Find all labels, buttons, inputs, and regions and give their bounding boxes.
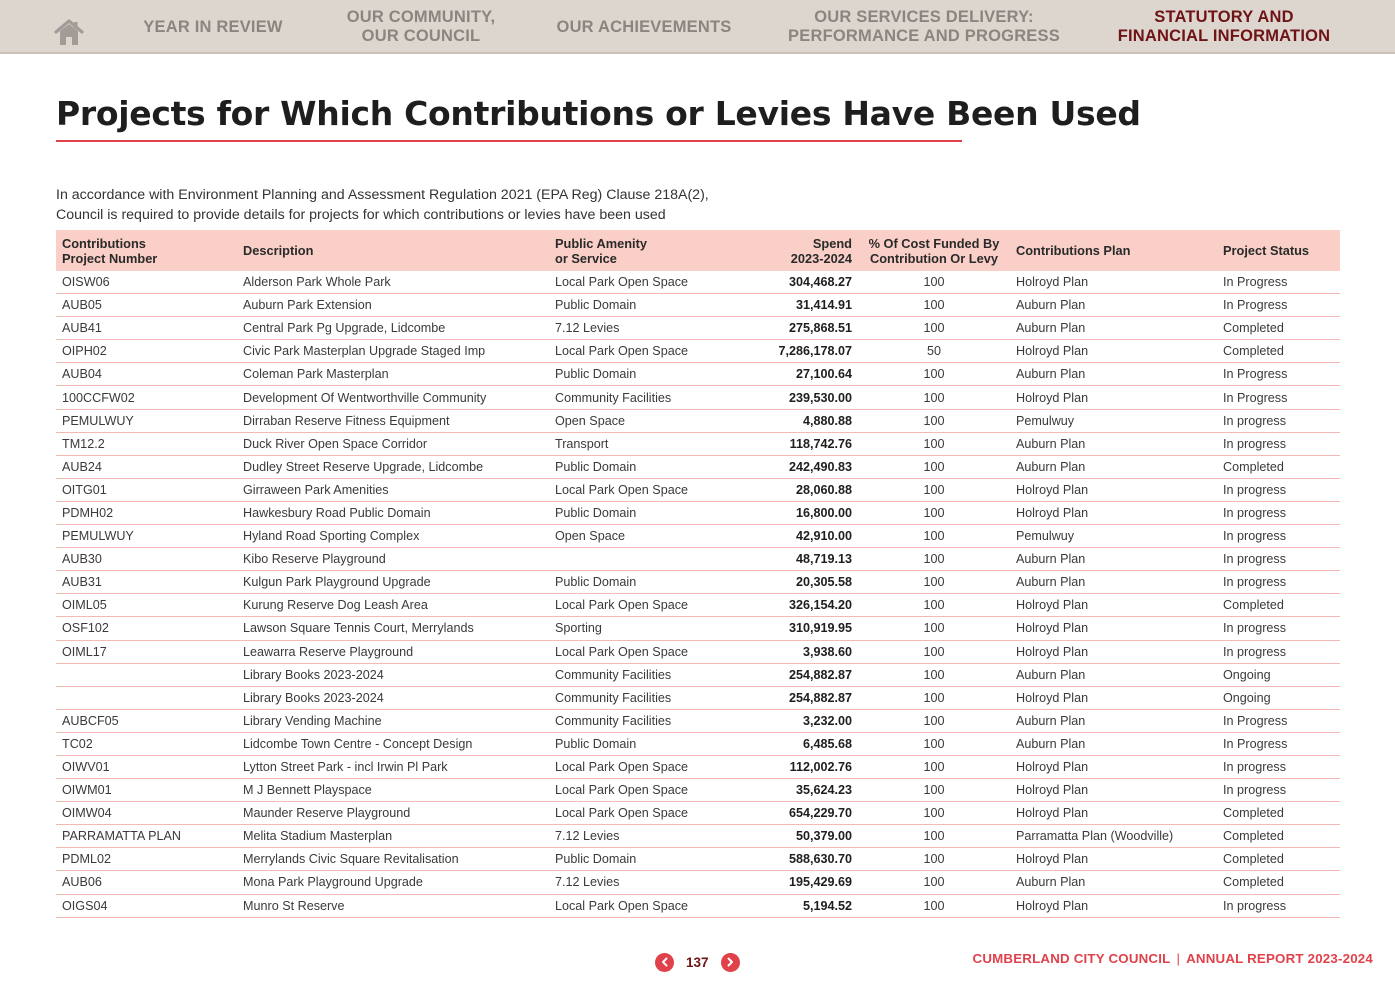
cell-spend: 118,742.76	[745, 432, 858, 455]
cell-project-number: PARRAMATTA PLAN	[56, 825, 237, 848]
cell-spend: 31,414.91	[745, 294, 858, 317]
cell-project-status: In Progress	[1217, 363, 1340, 386]
cell-project-number: TC02	[56, 732, 237, 755]
cell-contributions-plan: Auburn Plan	[1010, 317, 1217, 340]
table-row	[56, 363, 1340, 386]
cell-public-amenity: Public Domain	[549, 363, 745, 386]
next-page-button[interactable]	[721, 953, 740, 972]
cell-public-amenity: 7.12 Levies	[549, 825, 745, 848]
cell-spend: 5,194.52	[745, 894, 858, 917]
cell-percent-funded: 100	[858, 617, 1010, 640]
table-row	[56, 478, 1340, 501]
header-contributions-plan: Contributions Plan	[1010, 230, 1217, 271]
table-row	[56, 386, 1340, 409]
cell-description: Kibo Reserve Playground	[237, 548, 549, 571]
cell-description: Development Of Wentworthville Community	[237, 386, 549, 409]
cell-contributions-plan: Holroyd Plan	[1010, 779, 1217, 802]
cell-project-status: In progress	[1217, 432, 1340, 455]
cell-spend: 48,719.13	[745, 548, 858, 571]
cell-contributions-plan: Auburn Plan	[1010, 294, 1217, 317]
cell-public-amenity: Community Facilities	[549, 386, 745, 409]
cell-project-status: Ongoing	[1217, 686, 1340, 709]
cell-project-number: AUB05	[56, 294, 237, 317]
cell-percent-funded: 100	[858, 894, 1010, 917]
contributions-table-container	[56, 230, 1340, 918]
cell-public-amenity: Local Park Open Space	[549, 340, 745, 363]
table-header-row	[56, 230, 1340, 271]
cell-percent-funded: 100	[858, 871, 1010, 894]
cell-contributions-plan: Auburn Plan	[1010, 663, 1217, 686]
cell-contributions-plan: Auburn Plan	[1010, 363, 1217, 386]
intro-line-1: In accordance with Environment Planning and Assessment Regulation 2021 (EPA Reg) Clause 218A(2),	[56, 187, 709, 203]
cell-percent-funded: 100	[858, 825, 1010, 848]
table-row	[56, 663, 1340, 686]
cell-description: Civic Park Masterplan Upgrade Staged Imp	[237, 340, 549, 363]
cell-description: Alderson Park Whole Park	[237, 271, 549, 294]
cell-public-amenity: Local Park Open Space	[549, 640, 745, 663]
cell-description: M J Bennett Playspace	[237, 779, 549, 802]
cell-contributions-plan: Holroyd Plan	[1010, 271, 1217, 294]
cell-spend: 310,919.95	[745, 617, 858, 640]
cell-project-status: Completed	[1217, 848, 1340, 871]
table-row	[56, 894, 1340, 917]
header-description: Description	[237, 230, 549, 271]
cell-public-amenity: Local Park Open Space	[549, 779, 745, 802]
cell-spend: 3,938.60	[745, 640, 858, 663]
cell-percent-funded: 100	[858, 409, 1010, 432]
cell-public-amenity: 7.12 Levies	[549, 317, 745, 340]
table-row	[56, 571, 1340, 594]
cell-spend: 275,868.51	[745, 317, 858, 340]
cell-description: Mona Park Playground Upgrade	[237, 871, 549, 894]
cell-spend: 254,882.87	[745, 686, 858, 709]
cell-contributions-plan: Holroyd Plan	[1010, 386, 1217, 409]
cell-project-status: Completed	[1217, 825, 1340, 848]
cell-project-number: 100CCFW02	[56, 386, 237, 409]
cell-description: Lawson Square Tennis Court, Merrylands	[237, 617, 549, 640]
cell-public-amenity: Public Domain	[549, 501, 745, 524]
cell-project-number: OIML05	[56, 594, 237, 617]
cell-public-amenity: Open Space	[549, 525, 745, 548]
cell-public-amenity: Public Domain	[549, 571, 745, 594]
cell-project-status: In Progress	[1217, 386, 1340, 409]
page-number: 137	[686, 954, 709, 970]
cell-project-number: PEMULWUY	[56, 525, 237, 548]
cell-contributions-plan: Pemulwuy	[1010, 409, 1217, 432]
cell-public-amenity: Public Domain	[549, 294, 745, 317]
cell-description: Lytton Street Park - incl Irwin Pl Park	[237, 755, 549, 778]
cell-project-status: Completed	[1217, 594, 1340, 617]
cell-project-number: AUB30	[56, 548, 237, 571]
table-row	[56, 525, 1340, 548]
cell-public-amenity: Local Park Open Space	[549, 755, 745, 778]
cell-project-status: In progress	[1217, 755, 1340, 778]
cell-percent-funded: 100	[858, 755, 1010, 778]
intro-paragraph	[56, 186, 956, 225]
cell-project-number: AUB41	[56, 317, 237, 340]
cell-percent-funded: 100	[858, 363, 1010, 386]
cell-public-amenity: Community Facilities	[549, 663, 745, 686]
cell-project-number: AUB24	[56, 455, 237, 478]
cell-project-status: Completed	[1217, 802, 1340, 825]
cell-spend: 254,882.87	[745, 663, 858, 686]
table-row	[56, 848, 1340, 871]
cell-project-number: PDMH02	[56, 501, 237, 524]
page-title: Projects for Which Contributions or Levies Have Been Used	[56, 94, 1141, 133]
cell-percent-funded: 100	[858, 686, 1010, 709]
cell-project-status: Completed	[1217, 455, 1340, 478]
cell-project-status: In Progress	[1217, 294, 1340, 317]
cell-project-number: OIML17	[56, 640, 237, 663]
cell-percent-funded: 100	[858, 432, 1010, 455]
cell-project-status: In Progress	[1217, 732, 1340, 755]
nav-our-achievements[interactable]: OUR ACHIEVEMENTS	[556, 17, 732, 36]
cell-percent-funded: 100	[858, 294, 1010, 317]
home-button[interactable]	[52, 18, 86, 48]
table-body	[56, 271, 1340, 917]
cell-project-status: In Progress	[1217, 271, 1340, 294]
cell-percent-funded: 100	[858, 709, 1010, 732]
cell-spend: 50,379.00	[745, 825, 858, 848]
cell-percent-funded: 50	[858, 340, 1010, 363]
cell-percent-funded: 100	[858, 571, 1010, 594]
cell-percent-funded: 100	[858, 594, 1010, 617]
chevron-right-icon	[725, 957, 735, 967]
cell-description: Maunder Reserve Playground	[237, 802, 549, 825]
council-name: CUMBERLAND CITY COUNCIL	[972, 951, 1171, 966]
cell-description: Duck River Open Space Corridor	[237, 432, 549, 455]
cell-contributions-plan: Parramatta Plan (Woodville)	[1010, 825, 1217, 848]
cell-description: Dudley Street Reserve Upgrade, Lidcombe	[237, 455, 549, 478]
cell-spend: 326,154.20	[745, 594, 858, 617]
cell-project-number: AUB31	[56, 571, 237, 594]
cell-description: Library Books 2023-2024	[237, 686, 549, 709]
cell-public-amenity: Local Park Open Space	[549, 271, 745, 294]
cell-spend: 4,880.88	[745, 409, 858, 432]
table-row	[56, 317, 1340, 340]
cell-project-number: AUB06	[56, 871, 237, 894]
cell-project-status: In progress	[1217, 409, 1340, 432]
cell-project-status: In progress	[1217, 571, 1340, 594]
cell-project-number: OIPH02	[56, 340, 237, 363]
cell-spend: 7,286,178.07	[745, 340, 858, 363]
cell-description: Munro St Reserve	[237, 894, 549, 917]
cell-spend: 28,060.88	[745, 478, 858, 501]
cell-project-number: PEMULWUY	[56, 409, 237, 432]
footer-separator: |	[1176, 951, 1181, 966]
cell-project-number	[56, 663, 237, 686]
nav-year-in-review[interactable]: YEAR IN REVIEW	[143, 17, 283, 36]
cell-spend: 20,305.58	[745, 571, 858, 594]
cell-percent-funded: 100	[858, 663, 1010, 686]
cell-project-number: OIMW04	[56, 802, 237, 825]
cell-project-number: TM12.2	[56, 432, 237, 455]
cell-description: Merrylands Civic Square Revitalisation	[237, 848, 549, 871]
nav-our-community-our-council[interactable]: OUR COMMUNITY, OUR COUNCIL	[346, 8, 496, 45]
cell-project-number: OSF102	[56, 617, 237, 640]
table-row	[56, 871, 1340, 894]
cell-spend: 35,624.23	[745, 779, 858, 802]
cell-spend: 27,100.64	[745, 363, 858, 386]
cell-percent-funded: 100	[858, 848, 1010, 871]
cell-contributions-plan: Holroyd Plan	[1010, 478, 1217, 501]
cell-contributions-plan: Holroyd Plan	[1010, 686, 1217, 709]
cell-description: Girraween Park Amenities	[237, 478, 549, 501]
cell-contributions-plan: Auburn Plan	[1010, 732, 1217, 755]
cell-project-status: Ongoing	[1217, 663, 1340, 686]
cell-public-amenity: Public Domain	[549, 732, 745, 755]
cell-project-status: In Progress	[1217, 709, 1340, 732]
cell-contributions-plan: Holroyd Plan	[1010, 894, 1217, 917]
nav-statutory-and-financial-information[interactable]: STATUTORY AND FINANCIAL INFORMATION	[1117, 8, 1331, 45]
report-name: ANNUAL REPORT 2023-2024	[1186, 951, 1373, 966]
footer-branding	[973, 951, 1373, 966]
contributions-table	[56, 230, 1340, 918]
cell-public-amenity: Local Park Open Space	[549, 594, 745, 617]
cell-description: Dirraban Reserve Fitness Equipment	[237, 409, 549, 432]
cell-spend: 42,910.00	[745, 525, 858, 548]
cell-percent-funded: 100	[858, 640, 1010, 663]
cell-project-status: In progress	[1217, 640, 1340, 663]
cell-spend: 16,800.00	[745, 501, 858, 524]
cell-public-amenity: Local Park Open Space	[549, 802, 745, 825]
header-project-number: Contributions Project Number	[56, 230, 237, 271]
cell-spend: 239,530.00	[745, 386, 858, 409]
cell-percent-funded: 100	[858, 455, 1010, 478]
cell-percent-funded: 100	[858, 525, 1010, 548]
cell-project-number: OISW06	[56, 271, 237, 294]
top-navigation-bar	[0, 0, 1395, 54]
table-row	[56, 271, 1340, 294]
cell-project-status: Completed	[1217, 340, 1340, 363]
cell-contributions-plan: Holroyd Plan	[1010, 340, 1217, 363]
table-row	[56, 409, 1340, 432]
header-project-status: Project Status	[1217, 230, 1340, 271]
cell-project-number	[56, 686, 237, 709]
table-row	[56, 548, 1340, 571]
cell-project-status: In progress	[1217, 501, 1340, 524]
table-row	[56, 732, 1340, 755]
cell-percent-funded: 100	[858, 548, 1010, 571]
header-spend: Spend 2023-2024	[745, 230, 858, 271]
cell-public-amenity: Community Facilities	[549, 686, 745, 709]
cell-description: Leawarra Reserve Playground	[237, 640, 549, 663]
table-row	[56, 340, 1340, 363]
cell-contributions-plan: Holroyd Plan	[1010, 501, 1217, 524]
cell-contributions-plan: Auburn Plan	[1010, 571, 1217, 594]
table-row	[56, 755, 1340, 778]
cell-project-status: Completed	[1217, 317, 1340, 340]
table-row	[56, 432, 1340, 455]
cell-description: Kurung Reserve Dog Leash Area	[237, 594, 549, 617]
nav-our-services-delivery[interactable]: OUR SERVICES DELIVERY: PERFORMANCE AND PROGRESS	[788, 8, 1060, 45]
cell-description: Kulgun Park Playground Upgrade	[237, 571, 549, 594]
chevron-left-icon	[660, 957, 670, 967]
table-row	[56, 686, 1340, 709]
header-public-amenity: Public Amenity or Service	[549, 230, 745, 271]
cell-description: Library Vending Machine	[237, 709, 549, 732]
cell-public-amenity: Sporting	[549, 617, 745, 640]
cell-contributions-plan: Holroyd Plan	[1010, 802, 1217, 825]
cell-public-amenity: Public Domain	[549, 455, 745, 478]
table-row	[56, 294, 1340, 317]
cell-project-number: AUB04	[56, 363, 237, 386]
cell-percent-funded: 100	[858, 732, 1010, 755]
cell-contributions-plan: Holroyd Plan	[1010, 617, 1217, 640]
cell-project-number: OIGS04	[56, 894, 237, 917]
cell-spend: 112,002.76	[745, 755, 858, 778]
cell-contributions-plan: Auburn Plan	[1010, 548, 1217, 571]
cell-spend: 588,630.70	[745, 848, 858, 871]
cell-contributions-plan: Holroyd Plan	[1010, 848, 1217, 871]
cell-contributions-plan: Auburn Plan	[1010, 871, 1217, 894]
table-row	[56, 455, 1340, 478]
table-row	[56, 617, 1340, 640]
intro-line-2: Council is required to provide details for projects for which contributions or levies have been used	[56, 206, 666, 223]
cell-public-amenity	[549, 548, 745, 571]
cell-project-number: AUBCF05	[56, 709, 237, 732]
home-icon	[52, 18, 86, 48]
cell-project-status: In progress	[1217, 617, 1340, 640]
cell-description: Melita Stadium Masterplan	[237, 825, 549, 848]
cell-public-amenity: Local Park Open Space	[549, 894, 745, 917]
cell-project-number: PDML02	[56, 848, 237, 871]
cell-contributions-plan: Auburn Plan	[1010, 709, 1217, 732]
cell-public-amenity: Public Domain	[549, 848, 745, 871]
table-row	[56, 825, 1340, 848]
cell-spend: 6,485.68	[745, 732, 858, 755]
cell-contributions-plan: Pemulwuy	[1010, 525, 1217, 548]
cell-project-status: In progress	[1217, 525, 1340, 548]
cell-percent-funded: 100	[858, 779, 1010, 802]
cell-contributions-plan: Holroyd Plan	[1010, 594, 1217, 617]
cell-percent-funded: 100	[858, 317, 1010, 340]
cell-public-amenity: Local Park Open Space	[549, 478, 745, 501]
cell-contributions-plan: Holroyd Plan	[1010, 755, 1217, 778]
cell-description: Hawkesbury Road Public Domain	[237, 501, 549, 524]
cell-project-number: OITG01	[56, 478, 237, 501]
cell-project-status: In progress	[1217, 478, 1340, 501]
cell-project-number: OIWV01	[56, 755, 237, 778]
cell-public-amenity: Transport	[549, 432, 745, 455]
cell-contributions-plan: Auburn Plan	[1010, 432, 1217, 455]
cell-public-amenity: Open Space	[549, 409, 745, 432]
table-row	[56, 802, 1340, 825]
cell-description: Library Books 2023-2024	[237, 663, 549, 686]
cell-public-amenity: Community Facilities	[549, 709, 745, 732]
table-row	[56, 501, 1340, 524]
cell-spend: 242,490.83	[745, 455, 858, 478]
table-row	[56, 594, 1340, 617]
cell-project-status: In progress	[1217, 894, 1340, 917]
cell-description: Auburn Park Extension	[237, 294, 549, 317]
cell-public-amenity: 7.12 Levies	[549, 871, 745, 894]
cell-description: Central Park Pg Upgrade, Lidcombe	[237, 317, 549, 340]
cell-percent-funded: 100	[858, 802, 1010, 825]
table-row	[56, 779, 1340, 802]
table-row	[56, 640, 1340, 663]
cell-percent-funded: 100	[858, 501, 1010, 524]
header-percent-funded: % Of Cost Funded By Contribution Or Levy	[858, 230, 1010, 271]
table-row	[56, 709, 1340, 732]
cell-percent-funded: 100	[858, 386, 1010, 409]
cell-description: Hyland Road Sporting Complex	[237, 525, 549, 548]
cell-project-status: In progress	[1217, 779, 1340, 802]
cell-percent-funded: 100	[858, 478, 1010, 501]
cell-project-status: In progress	[1217, 548, 1340, 571]
title-underline	[56, 140, 962, 142]
cell-description: Coleman Park Masterplan	[237, 363, 549, 386]
cell-spend: 3,232.00	[745, 709, 858, 732]
cell-spend: 654,229.70	[745, 802, 858, 825]
cell-percent-funded: 100	[858, 271, 1010, 294]
cell-contributions-plan: Auburn Plan	[1010, 455, 1217, 478]
cell-contributions-plan: Holroyd Plan	[1010, 640, 1217, 663]
cell-description: Lidcombe Town Centre - Concept Design	[237, 732, 549, 755]
cell-project-status: Completed	[1217, 871, 1340, 894]
cell-spend: 304,468.27	[745, 271, 858, 294]
page-navigation	[655, 952, 740, 972]
cell-spend: 195,429.69	[745, 871, 858, 894]
previous-page-button[interactable]	[655, 953, 674, 972]
cell-project-number: OIWM01	[56, 779, 237, 802]
